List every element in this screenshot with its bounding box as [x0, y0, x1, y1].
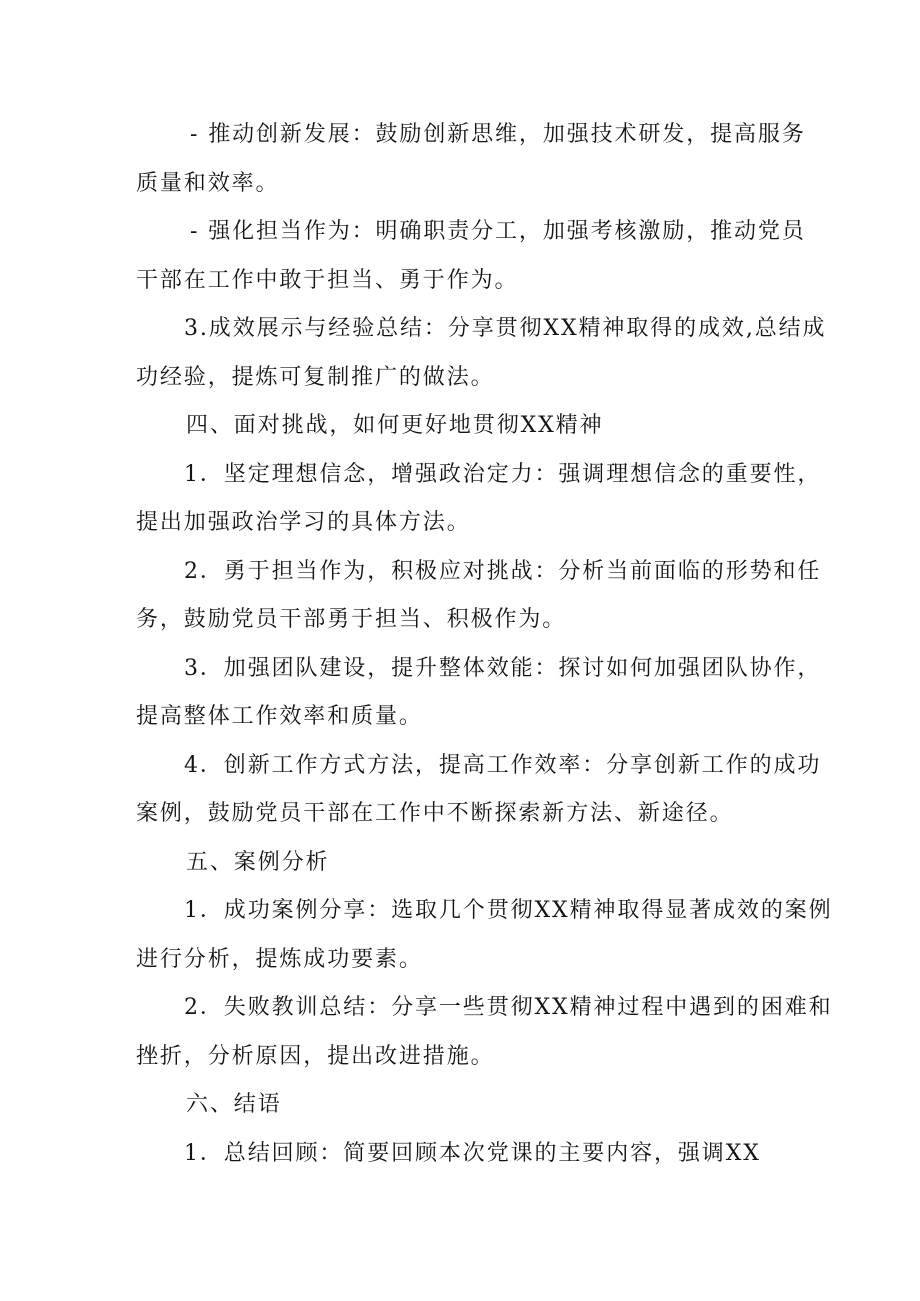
paragraph-line: 2．失败教训总结：分享一些贯彻XX精神过程中遇到的困难和: [184, 995, 833, 1020]
section-heading: 五、案例分析: [186, 850, 330, 875]
paragraph-line: 提出加强政治学习的具体方法。: [136, 510, 471, 535]
paragraph-line: 务，鼓励党员干部勇于担当、积极作为。: [136, 607, 567, 632]
paragraph-line: - 推动创新发展：鼓励创新思维，加强技术研发，提高服务: [190, 122, 806, 147]
paragraph-line: 3.成效展示与经验总结：分享贯彻XX精神取得的成效,总结成: [184, 316, 827, 341]
paragraph-line: 干部在工作中敢于担当、勇于作为。: [136, 268, 519, 293]
paragraph-line: 1．坚定理想信念，增强政治定力：强调理想信念的重要性，: [184, 462, 822, 487]
section-heading: 四、面对挑战，如何更好地贯彻XX精神: [186, 413, 604, 438]
paragraph-line: 1．成功案例分享：选取几个贯彻XX精神取得显著成效的案例: [184, 898, 833, 923]
paragraph-line: 进行分析，提炼成功要素。: [136, 947, 423, 972]
paragraph-line: 3．加强团队建设，提升整体效能：探讨如何加强团队协作，: [184, 656, 822, 681]
section-heading: 六、结语: [186, 1092, 282, 1117]
paragraph-line: 挫折，分析原因，提出改进措施。: [136, 1044, 495, 1069]
paragraph-line: 2．勇于担当作为，积极应对挑战：分析当前面临的形势和任: [184, 559, 822, 584]
paragraph-line: 案例，鼓励党员干部在工作中不断探索新方法、新途径。: [136, 801, 734, 826]
paragraph-line: 质量和效率。: [136, 171, 280, 196]
paragraph-line: 1．总结回顾：简要回顾本次党课的主要内容，强调XX: [184, 1141, 761, 1166]
paragraph-line: 功经验，提炼可复制推广的做法。: [136, 365, 495, 390]
paragraph-line: - 强化担当作为：明确职责分工，加强考核激励，推动党员: [190, 219, 806, 244]
paragraph-line: 提高整体工作效率和质量。: [136, 704, 423, 729]
paragraph-line: 4．创新工作方式方法，提高工作效率：分享创新工作的成功: [184, 753, 822, 778]
